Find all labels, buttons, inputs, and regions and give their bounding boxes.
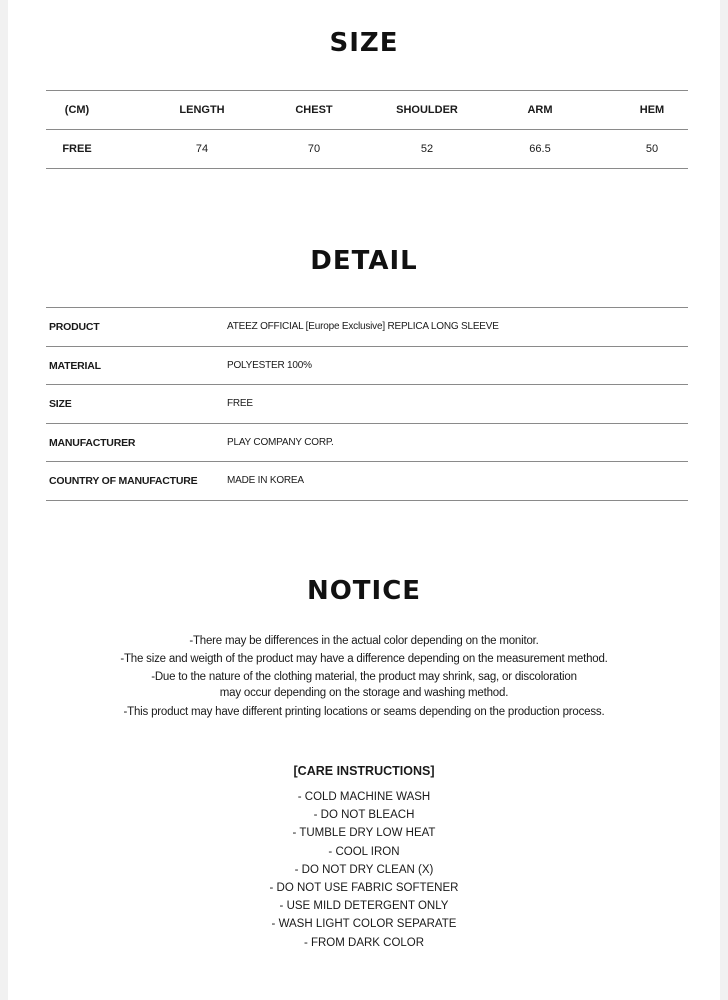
care-instructions-list bbox=[0, 788, 728, 952]
size-cell-size: FREE bbox=[62, 143, 92, 155]
detail-row-manufacturer bbox=[46, 424, 688, 463]
size-cell-shoulder: 52 bbox=[420, 143, 434, 155]
notice-line: may occur depending on the storage and washing method. bbox=[219, 687, 509, 699]
care-line: - WASH LIGHT COLOR SEPARATE bbox=[271, 918, 457, 931]
care-instructions-title: [CARE INSTRUCTIONS] bbox=[293, 764, 435, 778]
notice-line: -The size and weigth of the product may have a difference depending on the measurement method. bbox=[120, 653, 608, 665]
care-line: - DO NOT DRY CLEAN (X) bbox=[294, 863, 434, 876]
size-table-header-row bbox=[46, 91, 688, 130]
care-line: - COOL IRON bbox=[328, 845, 400, 858]
care-line: - USE MILD DETERGENT ONLY bbox=[279, 900, 449, 913]
detail-value: MADE IN KOREA bbox=[227, 475, 304, 486]
detail-row-material bbox=[46, 347, 688, 386]
care-line: - DO NOT BLEACH bbox=[313, 809, 415, 822]
detail-row-size bbox=[46, 385, 688, 424]
detail-section-title: DETAIL bbox=[310, 246, 418, 276]
size-header-chest: CHEST bbox=[295, 104, 333, 116]
detail-row-country bbox=[46, 462, 688, 501]
size-table-row bbox=[46, 130, 688, 169]
notice-list bbox=[0, 632, 728, 721]
size-header-arm: ARM bbox=[527, 104, 553, 116]
detail-value: PLAY COMPANY CORP. bbox=[227, 436, 334, 448]
size-header-length: LENGTH bbox=[179, 104, 225, 116]
size-cell-arm: 66.5 bbox=[529, 143, 551, 155]
notice-line: -This product may have different printing locations or seams depending on the production process. bbox=[123, 706, 605, 718]
care-line: - FROM DARK COLOR bbox=[303, 936, 425, 949]
detail-label: MANUFACTURER bbox=[49, 436, 136, 449]
detail-label: COUNTRY OF MANUFACTURE bbox=[49, 475, 198, 487]
detail-label: SIZE bbox=[49, 398, 72, 410]
detail-row-product bbox=[46, 308, 688, 347]
size-cell-length: 74 bbox=[195, 143, 209, 155]
detail-value: POLYESTER 100% bbox=[227, 359, 312, 371]
size-header-unit: (CM) bbox=[64, 104, 90, 116]
size-header-hem: HEM bbox=[639, 104, 665, 116]
size-cell-hem: 50 bbox=[645, 143, 659, 155]
detail-value: FREE bbox=[227, 398, 253, 409]
notice-line: -Due to the nature of the clothing material, the product may shrink, sag, or discoloration bbox=[151, 671, 577, 683]
care-line: - COLD MACHINE WASH bbox=[297, 791, 431, 803]
detail-value: ATEEZ OFFICIAL [Europe Exclusive] REPLICA LONG SLEEVE bbox=[227, 321, 499, 332]
care-line: - TUMBLE DRY LOW HEAT bbox=[292, 827, 436, 840]
notice-section-title: NOTICE bbox=[306, 576, 422, 606]
size-table bbox=[46, 90, 688, 169]
size-header-shoulder: SHOULDER bbox=[396, 104, 458, 116]
notice-line: -There may be differences in the actual color depending on the monitor. bbox=[189, 635, 539, 647]
size-cell-chest: 70 bbox=[307, 143, 321, 155]
detail-label: MATERIAL bbox=[49, 359, 101, 372]
detail-table bbox=[46, 307, 688, 501]
size-section-title: SIZE bbox=[329, 28, 399, 58]
detail-label: PRODUCT bbox=[49, 321, 100, 333]
care-line: - DO NOT USE FABRIC SOFTENER bbox=[269, 882, 459, 895]
